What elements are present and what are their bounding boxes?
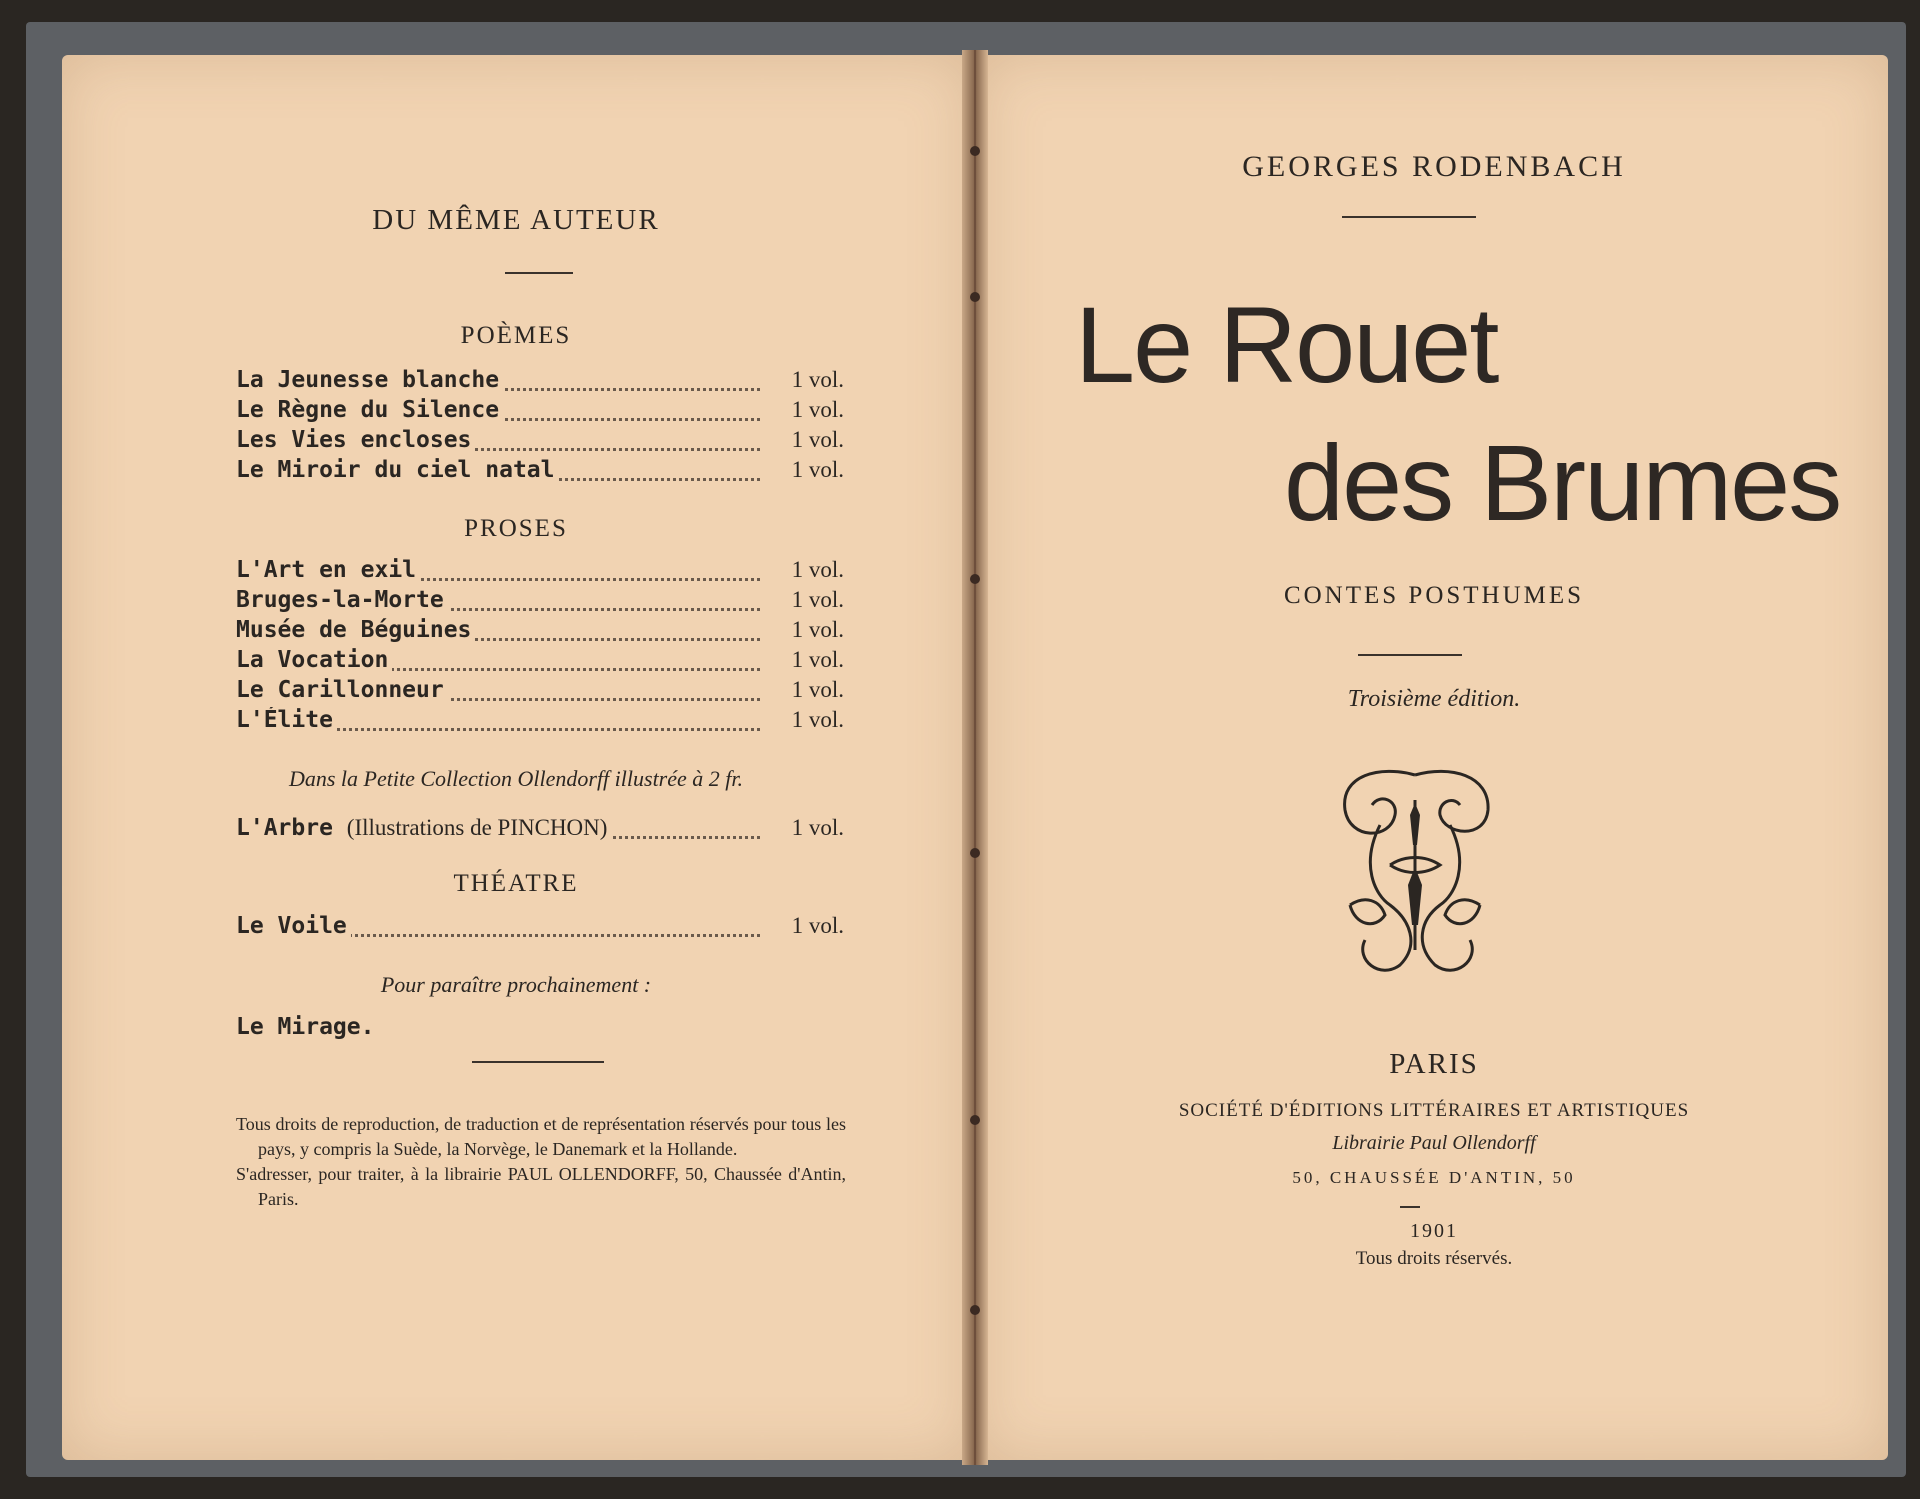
list-item (236, 397, 844, 427)
list-item-title: Les Vies encloses (236, 427, 475, 453)
list-item-vol: 1 vol. (782, 427, 844, 453)
binding-stitch (970, 1115, 980, 1125)
section-title-proses: PROSES (464, 515, 568, 542)
list-item-vol: 1 vol. (782, 367, 844, 393)
list-item-vol: 1 vol. (782, 557, 844, 583)
list-item-subtitle: (Illustrations de PINCHON) (346, 815, 608, 840)
address-rule (1400, 1206, 1420, 1208)
section-title-theatre: THÉATRE (453, 870, 579, 897)
section-title-poemes: POÈMES (460, 322, 572, 349)
list-item-vol: 1 vol. (782, 913, 844, 939)
publisher-monogram-icon (1320, 755, 1510, 980)
list-item (236, 367, 844, 397)
list-item-title: Le Carillonneur (236, 677, 448, 703)
list-item (236, 557, 844, 587)
list-item-title: Le Voile (236, 913, 351, 939)
rights-notice (236, 1112, 846, 1212)
left-page (62, 55, 970, 1460)
rights-paragraph: S'adresser, pour traiter, à la librairie PAUL OLLENDORFF, 50, Chaussée d'Antin, Paris. (236, 1164, 846, 1209)
list-item (236, 707, 844, 737)
list-item-vol: 1 vol. (782, 587, 844, 613)
binding-stitch (970, 292, 980, 302)
collection-note: Dans la Petite Collection Ollendorff illustrée à 2 fr. (288, 766, 744, 791)
forthcoming-title: Le Mirage. (236, 1014, 378, 1040)
list-item-title: L'Élite (236, 707, 337, 733)
forthcoming-note: Pour paraître prochainement : (380, 972, 652, 997)
rights-paragraph: Tous droits de reproduction, de traduction et de représentation réservés pour tous les pays, y compris la Suède, la Norvège, le Danemark et la Hollande. (236, 1114, 846, 1159)
subtitle-rule (1358, 654, 1462, 656)
rights-reserved: Tous droits réservés. (1355, 1248, 1513, 1269)
list-item-title: L'Arbre (236, 815, 333, 841)
heading-rule (505, 272, 573, 274)
binding-stitch (970, 146, 980, 156)
list-item (236, 913, 844, 943)
imprint-city: PARIS (1389, 1048, 1479, 1080)
author-rule (1342, 216, 1476, 218)
list-item-title: Le Règne du Silence (236, 397, 503, 423)
list-item-vol: 1 vol. (782, 815, 844, 841)
book-title-line-1: Le Rouet (1075, 284, 1498, 405)
list-item-vol: 1 vol. (782, 457, 844, 483)
list-item-title: Le Miroir du ciel natal (236, 457, 559, 483)
list-item-title: L'Art en exil (236, 557, 420, 583)
section-rule (472, 1061, 604, 1063)
list-item-title: La Jeunesse blanche (236, 367, 503, 393)
list-item (236, 427, 844, 457)
list-item-vol: 1 vol. (782, 617, 844, 643)
list-item-title: Bruges-la-Morte (236, 587, 448, 613)
list-item (236, 647, 844, 677)
other-works-heading: DU MÊME AUTEUR (372, 204, 660, 236)
list-item (236, 815, 844, 845)
list-item (236, 617, 844, 647)
publisher-address: 50, CHAUSSÉE D'ANTIN, 50 (1292, 1168, 1576, 1187)
list-item-vol: 1 vol. (782, 707, 844, 733)
list-item-vol: 1 vol. (782, 677, 844, 703)
book-title-line-2: des Brumes (1284, 422, 1841, 543)
book-subtitle: CONTES POSTHUMES (1283, 582, 1585, 609)
list-item (236, 677, 844, 707)
list-item-title: La Vocation (236, 647, 392, 673)
list-item-vol: 1 vol. (782, 397, 844, 423)
binding-stitch (970, 574, 980, 584)
binding-stitch (970, 1305, 980, 1315)
list-item (236, 457, 844, 487)
list-item (236, 587, 844, 617)
edition-label: Troisième édition. (1347, 686, 1521, 712)
publication-year: 1901 (1410, 1220, 1458, 1242)
binding-stitch (970, 848, 980, 858)
librairie-name: Librairie Paul Ollendorff (1332, 1132, 1536, 1154)
list-item-title: Musée de Béguines (236, 617, 475, 643)
publisher-name: SOCIÉTÉ D'ÉDITIONS LITTÉRAIRES ET ARTISTIQUES (1178, 1100, 1690, 1121)
list-item-vol: 1 vol. (782, 647, 844, 673)
author-name: GEORGES RODENBACH (1242, 150, 1626, 183)
list-item (236, 1014, 844, 1044)
